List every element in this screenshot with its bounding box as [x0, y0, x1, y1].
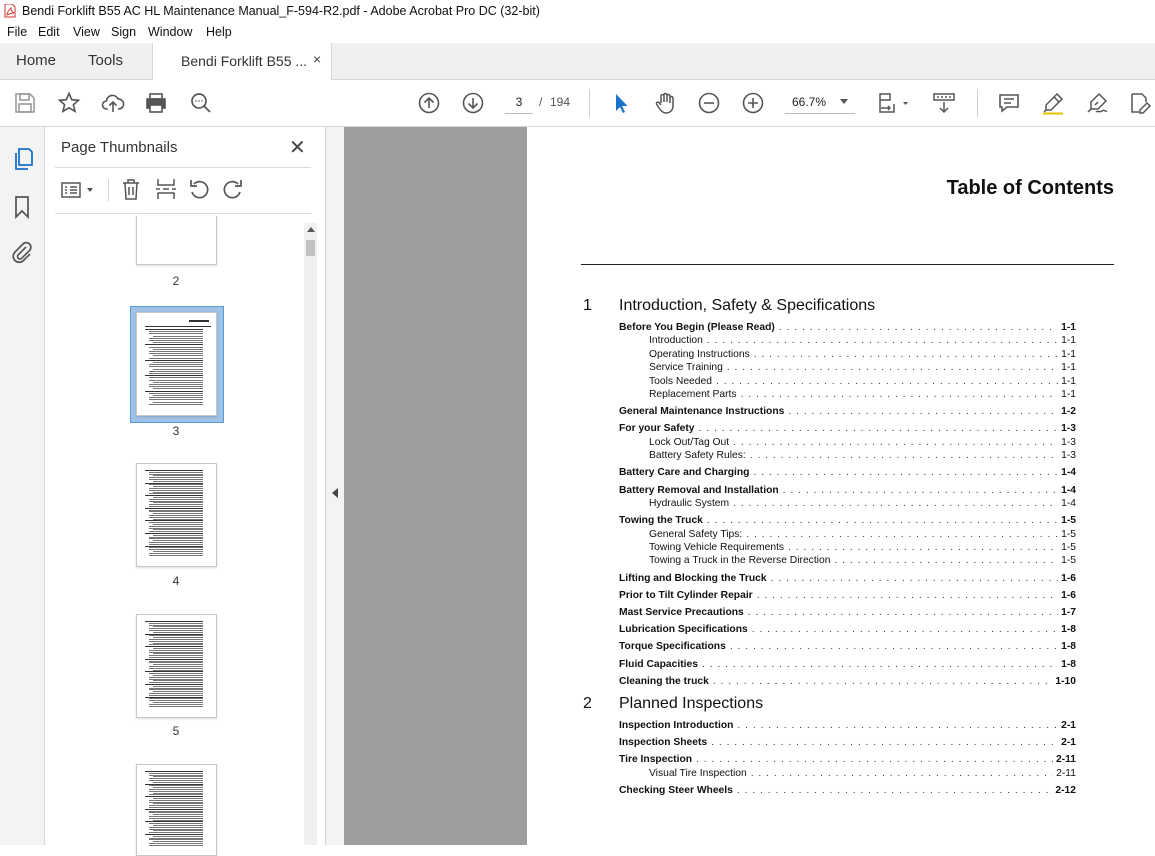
- toc-leader-dots: [741, 389, 1059, 400]
- toc-section-number: 2: [583, 695, 592, 712]
- thumbnail-text-line: [153, 369, 203, 370]
- toc-entry-page: 2-12: [1055, 785, 1076, 796]
- rotate-clockwise-icon[interactable]: [222, 178, 244, 200]
- thumbnail-text-line: [153, 342, 203, 343]
- toc-entry-page: 1-5: [1061, 555, 1076, 567]
- toc-entry-title: Fluid Capacities: [619, 658, 698, 670]
- toc-leader-dots: [788, 542, 1058, 553]
- toc-leader-dots: [737, 785, 1053, 796]
- thumbnail-text-line: [149, 397, 203, 398]
- thumbnail-text-line: [153, 349, 203, 350]
- toc-entry-page: 1-1: [1061, 348, 1076, 360]
- toc-entry[interactable]: [649, 555, 1076, 566]
- toc-entry-title: Towing the Truck: [619, 515, 703, 527]
- tab-document[interactable]: [152, 43, 332, 80]
- toc-entry[interactable]: [619, 322, 1076, 333]
- toc-entry-page: 2-1: [1061, 737, 1076, 749]
- toc-entry-page: 1-3: [1061, 423, 1076, 435]
- left-rail: [0, 127, 45, 845]
- toc-leader-dots: [707, 335, 1058, 346]
- toc-entry-title: General Safety Tips:: [649, 528, 743, 540]
- toc-entry[interactable]: [619, 515, 1076, 526]
- toc-entry-page: 1-8: [1061, 658, 1076, 670]
- toc-entry[interactable]: [649, 349, 1076, 360]
- heading-rule: [581, 264, 1114, 265]
- thumbnail-page-3[interactable]: [136, 312, 217, 416]
- toc-leader-dots: [737, 720, 1058, 731]
- thumbnail-text-line: [153, 362, 203, 363]
- toc-entry[interactable]: [619, 573, 1076, 584]
- toc-entry-page: 1-1: [1061, 389, 1076, 400]
- thumbnail-text-line: [149, 358, 203, 359]
- thumbnail-text-line: [149, 399, 203, 400]
- toc-entry[interactable]: [649, 437, 1076, 448]
- page-down-icon[interactable]: [461, 91, 485, 115]
- tab-document-label: Bendi Forklift B55 ...: [181, 53, 308, 69]
- thumbnail-text-line: [145, 329, 203, 330]
- toolbar: [0, 80, 1155, 127]
- toc-entry-page: 1-5: [1061, 542, 1076, 553]
- save-icon[interactable]: [13, 91, 37, 115]
- select-arrow-icon[interactable]: [609, 91, 633, 115]
- toc-leader-dots: [771, 573, 1059, 584]
- toc-leader-dots: [748, 607, 1058, 618]
- thumbnail-text-line: [149, 371, 203, 372]
- toc-leader-dots: [754, 349, 1058, 360]
- thumbnail-label: 5: [172, 724, 180, 738]
- toc-entry-title: Cleaning the truck: [619, 675, 709, 687]
- toolbar-divider: [977, 89, 978, 117]
- divider: [55, 213, 311, 214]
- thumbnail-page-5[interactable]: [136, 614, 217, 718]
- thumbnail-text-line: [149, 353, 203, 354]
- toc-entry-title: Inspection Sheets: [619, 737, 708, 749]
- toc-entry-title: Visual Tire Inspection: [649, 767, 747, 779]
- toc-section-number: 1: [583, 297, 592, 314]
- toc-entry-page: 1-3: [1061, 436, 1076, 448]
- thumbnail-text-line: [149, 338, 203, 339]
- menu-bar: [0, 23, 1155, 43]
- toc-leader-dots: [702, 659, 1058, 670]
- toc-entry-title: General Maintenance Instructions: [619, 406, 785, 418]
- toc-entry[interactable]: [619, 485, 1076, 496]
- toc-leader-dots: [783, 485, 1058, 496]
- toc-entry[interactable]: [619, 676, 1076, 687]
- toc-entry[interactable]: [619, 590, 1076, 601]
- thumbnail-page-2[interactable]: [136, 216, 217, 265]
- menu-sign[interactable]: Sign: [111, 25, 137, 39]
- toc-entry-title: Introduction: [649, 335, 703, 347]
- thumbnail-text-line: [149, 555, 203, 556]
- toc-entry-title: Battery Removal and Installation: [619, 484, 779, 496]
- thumbnail-text-line: [149, 380, 203, 381]
- toc-entry-title: Checking Steer Wheels: [619, 785, 733, 796]
- toc-entry-title: Lifting and Blocking the Truck: [619, 572, 767, 584]
- toc-entry-page: 2-11: [1055, 754, 1076, 766]
- edit-pdf-icon[interactable]: [1128, 91, 1152, 115]
- toc-entry-title: Battery Safety Rules:: [649, 450, 746, 462]
- thumbnail-options-icon[interactable]: [61, 180, 97, 200]
- print-icon[interactable]: [144, 91, 168, 115]
- toc-entry-page: 1-10: [1055, 675, 1076, 687]
- tab-tools[interactable]: Tools: [88, 52, 124, 69]
- toc-entry[interactable]: [619, 785, 1076, 796]
- toc-entry-page: 1-5: [1061, 528, 1076, 540]
- toc-entry[interactable]: [649, 768, 1076, 779]
- toc-entry-title: Replacement Parts: [649, 389, 737, 400]
- zoom-value: 66.7%: [792, 95, 827, 109]
- thumbnail-text-line: [149, 377, 203, 378]
- toc-entry[interactable]: [619, 737, 1076, 748]
- toc-entry-title: Tools Needed: [649, 375, 712, 387]
- thumbnail-text-line: [149, 340, 203, 341]
- thumbnail-text-line: [149, 364, 203, 365]
- toc-entry-title: Towing a Truck in the Reverse Direction: [649, 555, 831, 567]
- toc-entry[interactable]: [649, 498, 1076, 509]
- toc-entry[interactable]: [619, 659, 1076, 670]
- toc-leader-dots: [746, 529, 1058, 540]
- menu-edit[interactable]: Edit: [38, 25, 60, 39]
- thumbnail-text-line: [189, 320, 209, 322]
- toc-leader-dots: [711, 737, 1058, 748]
- toc-section-title: Introduction, Safety & Specifications: [619, 297, 876, 314]
- bookmark-star-icon[interactable]: [57, 91, 81, 115]
- toc-entry-title: Prior to Tilt Cylinder Repair: [619, 589, 753, 601]
- toc-entry-page: 1-8: [1061, 641, 1076, 653]
- toc-leader-dots: [696, 754, 1053, 765]
- tab-bar: [0, 43, 1155, 80]
- toc-entry-title: Lock Out/Tag Out: [649, 436, 730, 448]
- toc-entry[interactable]: [649, 362, 1076, 373]
- thumbnail-text-line: [145, 360, 203, 361]
- toc-leader-dots: [751, 768, 1053, 779]
- toc-entry[interactable]: [619, 467, 1076, 478]
- thumbnail-text-line: [153, 395, 203, 396]
- toc-entry-title: Torque Specifications: [619, 641, 726, 653]
- toc-leader-dots: [707, 515, 1058, 526]
- upload-icon[interactable]: [101, 91, 125, 115]
- toc-entry[interactable]: [649, 389, 1076, 400]
- sign-icon[interactable]: [1085, 91, 1109, 115]
- toc-entry-page: 1-4: [1061, 498, 1076, 509]
- toc-entry-page: 1-4: [1061, 484, 1076, 496]
- toc-leader-dots: [788, 406, 1058, 417]
- toc-entry[interactable]: [619, 624, 1076, 635]
- thumbnail-text-line: [153, 402, 203, 403]
- thumbnail-text-line: [149, 366, 203, 367]
- thumbnail-label: 3: [172, 424, 180, 438]
- toc-entry[interactable]: [649, 335, 1076, 346]
- thumbnails-title: Page Thumbnails: [61, 139, 178, 156]
- thumbnail-text-line: [149, 384, 203, 385]
- toc-entry-title: Service Training: [649, 362, 723, 374]
- thumbnail-text-line: [145, 326, 211, 327]
- toc-entry-title: Hydraulic System: [649, 498, 730, 509]
- thumbnail-scrollbar[interactable]: [304, 223, 317, 845]
- thumbnails-panel: [45, 127, 326, 845]
- toolbar-divider: [108, 179, 109, 201]
- document-area: [344, 127, 1155, 845]
- toc-entry-page: 1-3: [1061, 450, 1076, 462]
- toc-entry-title: For your Safety: [619, 423, 695, 435]
- toc-entry[interactable]: [619, 641, 1076, 652]
- page-number-input[interactable]: [505, 91, 533, 114]
- toc-entry-title: Towing Vehicle Requirements: [649, 542, 785, 553]
- tab-home[interactable]: Home: [16, 52, 57, 69]
- toc-leader-dots: [752, 624, 1058, 635]
- toc-entry-page: 1-7: [1061, 607, 1076, 618]
- menu-view[interactable]: View: [73, 25, 100, 39]
- thumbnail-text-line: [153, 355, 203, 356]
- toc-entry-page: 1-5: [1061, 515, 1076, 527]
- thumbnail-text-line: [149, 706, 203, 707]
- toolbar-divider: [589, 89, 590, 117]
- menu-file[interactable]: File: [7, 25, 28, 39]
- thumbnail-text-line: [149, 393, 203, 394]
- thumbnail-text-line: [149, 404, 203, 405]
- toc-entry[interactable]: [649, 376, 1076, 387]
- toc-entry[interactable]: [619, 754, 1076, 765]
- toc-entry-title: Mast Service Precautions: [619, 607, 744, 618]
- toc-entry-page: 1-1: [1061, 375, 1076, 387]
- thumbnail-page-6[interactable]: [136, 764, 217, 856]
- pdf-page: [527, 127, 1155, 845]
- chevron-down-icon: [840, 99, 848, 105]
- toc-entry-page: 1-4: [1061, 467, 1076, 479]
- rotate-counterclockwise-icon[interactable]: [188, 178, 210, 200]
- window-title: Bendi Forklift B55 AC HL Maintenance Manual_F-594-R2.pdf - Adobe Acrobat Pro DC (32-bit): [22, 4, 540, 18]
- tab-close-icon[interactable]: ×: [313, 51, 322, 67]
- find-zoom-icon[interactable]: [189, 91, 213, 115]
- zoom-in-icon[interactable]: [741, 91, 765, 115]
- toc-entry[interactable]: [619, 720, 1076, 731]
- toc-leader-dots: [779, 322, 1058, 333]
- page-up-icon[interactable]: [417, 91, 441, 115]
- toc-leader-dots: [713, 676, 1053, 687]
- toc-entry-page: 1-8: [1061, 624, 1076, 636]
- page-separator: /: [539, 95, 543, 109]
- thumbnail-text-line: [145, 344, 203, 345]
- toc-leader-dots: [716, 376, 1058, 387]
- thumbnail-text-line: [145, 375, 203, 376]
- page-total: 194: [550, 95, 571, 109]
- attachments-icon[interactable]: [11, 240, 33, 264]
- thumbnail-text-line: [149, 331, 203, 332]
- toc-entry[interactable]: [649, 542, 1076, 553]
- scroll-mode-icon[interactable]: [932, 91, 956, 115]
- fit-page-icon[interactable]: [876, 91, 910, 115]
- extract-pages-icon[interactable]: [155, 178, 177, 200]
- toc-leader-dots: [834, 555, 1058, 566]
- bookmarks-icon[interactable]: [13, 195, 31, 219]
- thumbnail-label: 2: [172, 274, 180, 288]
- thumbnail-label: 4: [172, 574, 180, 588]
- toc-entry-title: Before You Begin (Please Read): [619, 322, 775, 333]
- toc-leader-dots: [750, 450, 1058, 461]
- toc-leader-dots: [733, 498, 1058, 509]
- toc-leader-dots: [699, 423, 1059, 434]
- toc-entry-page: 1-6: [1061, 589, 1076, 601]
- menu-window[interactable]: Window: [148, 25, 193, 39]
- thumbnail-text-line: [145, 391, 203, 392]
- toc-leader-dots: [727, 362, 1058, 373]
- thumbnail-page-4[interactable]: [136, 463, 217, 567]
- toc-entry-page: 1-6: [1061, 572, 1076, 584]
- toc-entry-page: 2-1: [1061, 720, 1076, 731]
- title-bar: [0, 0, 1155, 23]
- highlight-icon[interactable]: [1041, 91, 1065, 115]
- acrobat-pdf-icon: [4, 4, 16, 18]
- toc-entry-page: 2-11: [1056, 767, 1076, 779]
- toc-entry-title: Operating Instructions: [649, 348, 750, 360]
- page-thumbnails-icon[interactable]: [12, 147, 34, 171]
- zoom-select[interactable]: [785, 91, 855, 114]
- toc-entry[interactable]: [619, 423, 1076, 434]
- toc-leader-dots: [753, 467, 1058, 478]
- toc-heading: Table of Contents: [946, 177, 1114, 199]
- thumbnail-text-line: [149, 373, 203, 374]
- toc-entry-title: Inspection Introduction: [619, 720, 734, 731]
- thumbnail-text-line: [153, 336, 203, 337]
- zoom-out-icon[interactable]: [697, 91, 721, 115]
- toc-leader-dots: [757, 590, 1058, 601]
- thumbnail-text-line: [149, 386, 203, 387]
- toc-entry-title: Battery Care and Charging: [619, 467, 750, 479]
- toc-leader-dots: [730, 641, 1058, 652]
- close-panel-icon[interactable]: ✕: [289, 137, 306, 159]
- thumbnail-text-line: [153, 382, 203, 383]
- toc-entry-page: 1-1: [1061, 322, 1076, 333]
- toc-entry[interactable]: [649, 529, 1076, 540]
- divider: [55, 167, 311, 168]
- delete-icon[interactable]: [121, 178, 141, 200]
- thumbnail-text-line: [149, 351, 203, 352]
- comment-icon[interactable]: [997, 91, 1021, 115]
- toc-entry[interactable]: [619, 607, 1076, 618]
- toc-entry[interactable]: [619, 406, 1076, 417]
- menu-help[interactable]: Help: [206, 25, 232, 39]
- toc-entry-page: 1-1: [1061, 362, 1076, 374]
- toc-entry-page: 1-2: [1061, 406, 1076, 418]
- thumbnail-text-line: [149, 347, 203, 348]
- scrollbar-thumb[interactable]: [306, 240, 315, 256]
- toc-entry[interactable]: [649, 450, 1076, 461]
- hand-icon[interactable]: [653, 91, 677, 115]
- toc-entry-title: Tire Inspection: [619, 754, 693, 766]
- thumbnail-text-line: [153, 388, 203, 389]
- toc-entry-page: 1-1: [1061, 335, 1076, 347]
- collapse-arrow-icon[interactable]: [331, 488, 339, 498]
- thumbnail-text-line: [149, 333, 203, 334]
- panel-collapse-strip[interactable]: [326, 127, 344, 845]
- toc-leader-dots: [733, 437, 1058, 448]
- toc-entry-title: Lubrication Specifications: [619, 624, 748, 636]
- scroll-up-icon[interactable]: [307, 226, 315, 232]
- toc-section-title: Planned Inspections: [619, 695, 764, 712]
